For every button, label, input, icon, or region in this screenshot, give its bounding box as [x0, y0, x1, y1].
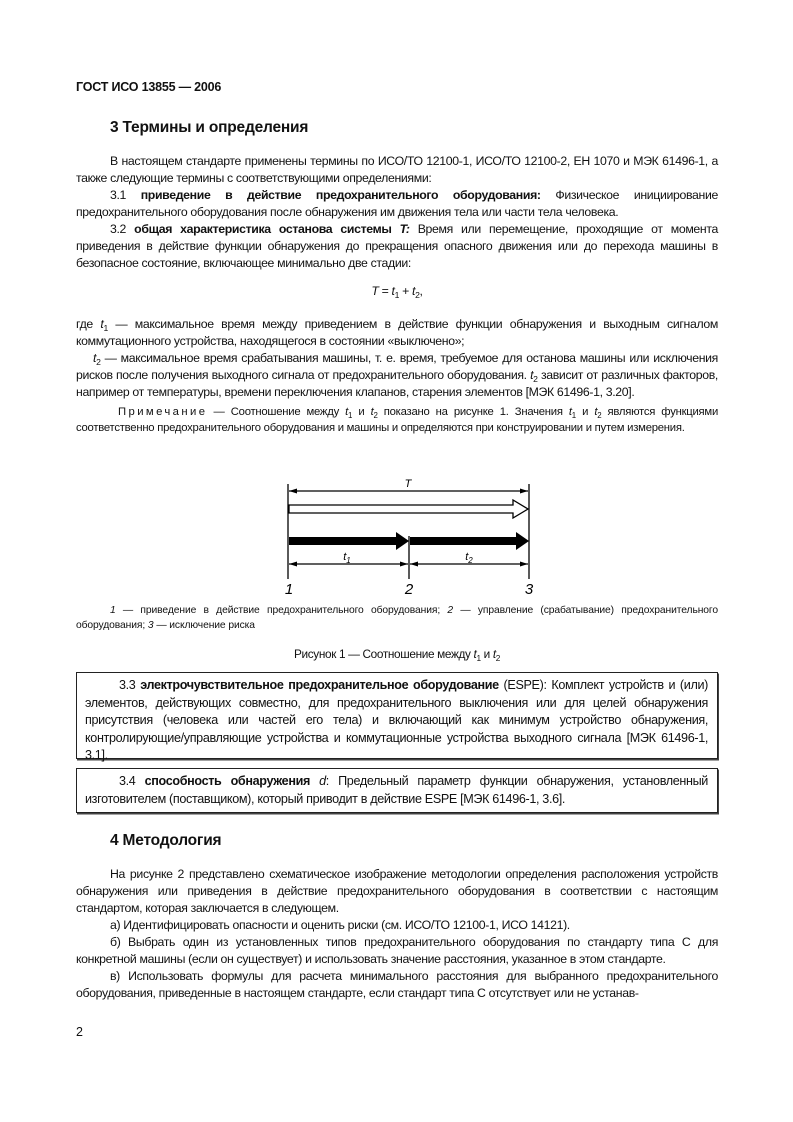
point-label-2: 2 — [404, 581, 414, 598]
t2-definition: $t_2$ — максимальное время срабатывания машины, т. е. время, требуемое для останова машины или исключения рисков после получения выходного сигнала от предохранительного оборудования. $t_2$ зависит от различных факторов, например от температуры, времени переключения клапанов, старения элементов [МЭК 61496-1, 3.20]. — [76, 351, 719, 399]
T-right-arrowhead — [520, 489, 528, 494]
section-4-title: 4 Методология — [110, 832, 222, 849]
t1-left-arrowhead — [289, 562, 297, 567]
term-3-4-box: 3.4 способность обнаружения d: Предельный параметр функции обнаружения, установленный изготовителем (поставщиком), который приводит в действие ESPE [МЭК 61496-1, 3.6]. — [76, 768, 718, 813]
term-3-2-name: общая характеристика останова системы — [134, 222, 392, 236]
list-item-b: б) Выбрать один из установленных типов предохранительного оборудования по стандарту типа С для конкретной машины (если он существует) и использовать значение расстояния, указанное в этом стандарте. — [76, 935, 718, 966]
t2-left-arrowhead — [410, 562, 418, 567]
note: Примечание — Соотношение между $t_1$ и $t_2$ показано на рисунке 1. Значения $t_1$ и $t_2$ являются функциями соответственно предохранительного оборудования и машины и определяются при конструировании и путем измерения. — [76, 406, 718, 434]
point-label-1: 1 — [284, 581, 294, 598]
section-4-intro: На рисунке 2 представлено схематическое изображение методологии определения расположения устройств обнаружения или приведения в действие предохранительного оборудования в соответствии с настоящим стандартом, которая заключается в следующем. — [76, 867, 718, 915]
section-4-body — [76, 866, 718, 1002]
document-header: ГОСТ ИСО 13855 — 2006 — [76, 80, 222, 94]
term-3-1-name: приведение в действие предохранительного оборудования: — [140, 188, 541, 202]
term-3-4-name: способность обнаружения — [144, 774, 310, 788]
T-left-arrowhead — [289, 489, 297, 494]
term-3-3-definition: (ESPE): Комплект устройств и (или) элементов, действующих совместно, для предохранительного выключения или для целей обнаружения присутствия (человека или частей его тела) и включающий как минимум устройство обнаружения, контролирующие/управляющие устройства и коммутационные устройства выходного сигнала [МЭК 61496-1, 3.1]. — [85, 678, 708, 762]
list-item-c: в) Использовать формулы для расчета минимального расстояния для выбранного предохранительного оборудования, приведенные в настоящем стандарте, если стандарт типа С отсутствует или не устанав- — [76, 969, 718, 1000]
formula: $T = t_1 + t_2$, — [371, 284, 423, 300]
section-3-title: 3 Термины и определения — [110, 119, 309, 136]
label-T: T — [404, 478, 412, 490]
term-3-2-definition: Время или перемещение, проходящие от момента приведения в действие функции обнаружения до прекращения опасного движения или до перехода машины в безопасное состояние, включающее минимально две стадии: — [76, 222, 718, 270]
term-3-1: 3.1 приведение в действие предохранительного оборудования: Физическое инициирование предохранительного оборудования после обнаружения им движения тела или части тела человека. — [76, 188, 718, 219]
label-t1: $t_1$ — [343, 551, 351, 565]
t1-definition: где $t_1$ — максимальное время между приведением в действие функции обнаружения и выходным сигналом коммутационного устройства, находящегося в состоянии «выключено»; — [76, 317, 718, 348]
figure-1-legend: 1 — приведение в действие предохранительного оборудования; 2 — управление (срабатывание) предохранительного оборудования; 3 — исключение риска — [76, 605, 718, 631]
section-3-intro: В настоящем стандарте применены термины по ИСО/ТО 12100-1, ИСО/ТО 12100-2, ЕН 1070 и МЭК 61496-1, а также следующие термины с соответствующими определениями: — [76, 154, 718, 185]
figure-1-caption: Рисунок 1 — Соотношение между $t_1$ и $t_2$ — [294, 647, 500, 663]
term-3-1-definition: Физическое инициирование предохранительного оборудования после обнаружения им движения тела или части тела человека. — [76, 188, 718, 219]
term-3-2: 3.2 общая характеристика останова системы T: Время или перемещение, проходящие от момента приведения в действие функции обнаружения до прекращения опасного движения или до перехода машины в безопасное состояние, включающее минимально две стадии: — [76, 222, 718, 270]
list-item-a: а) Идентифицировать опасности и оценить риски (см. ИСО/ТО 12100-1, ИСО 14121). — [110, 918, 570, 932]
label-t2: $t_2$ — [465, 551, 473, 565]
solid-arrow-t1 — [289, 532, 409, 550]
term-3-3-box: 3.3 электрочувствительное предохранительное оборудование (ESPE): Комплект устройств и (или) элементов, действующих совместно, для предохранительного выключения или для целей обнаружения присутствия (человека или частей его тела) и включающий как минимум устройство обнаружения, контролирующие/управляющие устройства и коммутационные устройства выходного сигнала [МЭК 61496-1, 3.1]. — [76, 672, 718, 759]
t2-right-arrowhead — [520, 562, 528, 567]
term-3-3-name: электрочувствительное предохранительное оборудование — [140, 678, 499, 692]
t1-right-arrowhead — [400, 562, 408, 567]
solid-arrow-t2 — [410, 532, 529, 550]
note-label: Примечание — [118, 406, 208, 418]
page-number: 2 — [76, 1025, 83, 1039]
term-3-4-definition: : Предельный параметр функции обнаружения, установленный изготовителем (поставщиком), который приводит в действие ESPE [МЭК 61496-1, 3.6]. — [85, 774, 708, 806]
point-label-3: 3 — [524, 581, 534, 598]
hollow-arrow-total — [289, 500, 528, 518]
